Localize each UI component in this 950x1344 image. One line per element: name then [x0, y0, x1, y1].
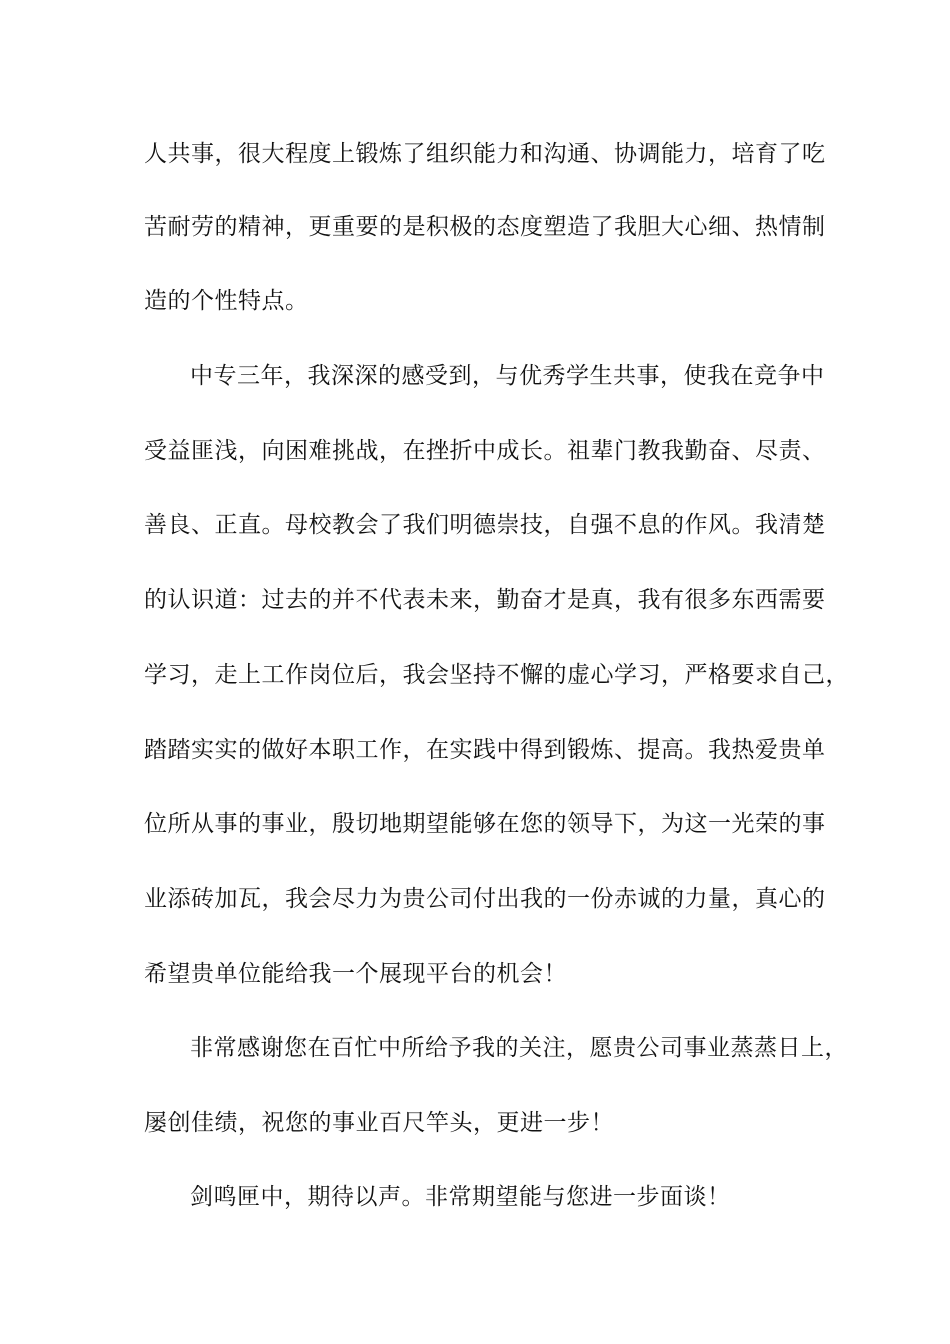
paragraph-line: 业添砖加瓦，我会尽力为贵公司付出我的一份赤诚的力量，真心的: [144, 886, 826, 912]
paragraph-line: 学习，走上工作岗位后，我会坚持不懈的虚心学习，严格要求自己，: [144, 662, 849, 688]
paragraph-line: 位所从事的事业，殷切地期望能够在您的领导下，为这一光荣的事: [144, 811, 826, 837]
paragraph-line: 人共事，很大程度上锻炼了组织能力和沟通、协调能力，培育了吃: [144, 141, 826, 167]
paragraph-line: 善良、正直。母校教会了我们明德崇技，自强不息的作风。我清楚: [144, 512, 826, 538]
paragraph-line: 希望贵单位能给我一个展现平台的机会！: [144, 961, 567, 987]
paragraph-line: 中专三年，我深深的感受到，与优秀学生共事，使我在竞争中: [190, 363, 825, 389]
paragraph-line: 受益匪浅，向困难挑战，在挫折中成长。祖辈门教我勤奋、尽责、: [144, 438, 826, 464]
paragraph-line: 屡创佳绩，祝您的事业百尺竿头，更进一步！: [144, 1110, 614, 1136]
paragraph-line: 苦耐劳的精神，更重要的是积极的态度塑造了我胆大心细、热情制: [144, 214, 826, 240]
paragraph-line: 剑鸣匣中，期待以声。非常期望能与您进一步面谈！: [190, 1184, 731, 1210]
paragraph-line: 非常感谢您在百忙中所给予我的关注，愿贵公司事业蒸蒸日上，: [190, 1035, 848, 1061]
paragraph-line: 造的个性特点。: [144, 288, 309, 314]
paragraph-line: 的认识道：过去的并不代表未来，勤奋才是真，我有很多东西需要: [144, 587, 826, 613]
paragraph-line: 踏踏实实的做好本职工作，在实践中得到锻炼、提高。我热爱贵单: [144, 737, 826, 763]
